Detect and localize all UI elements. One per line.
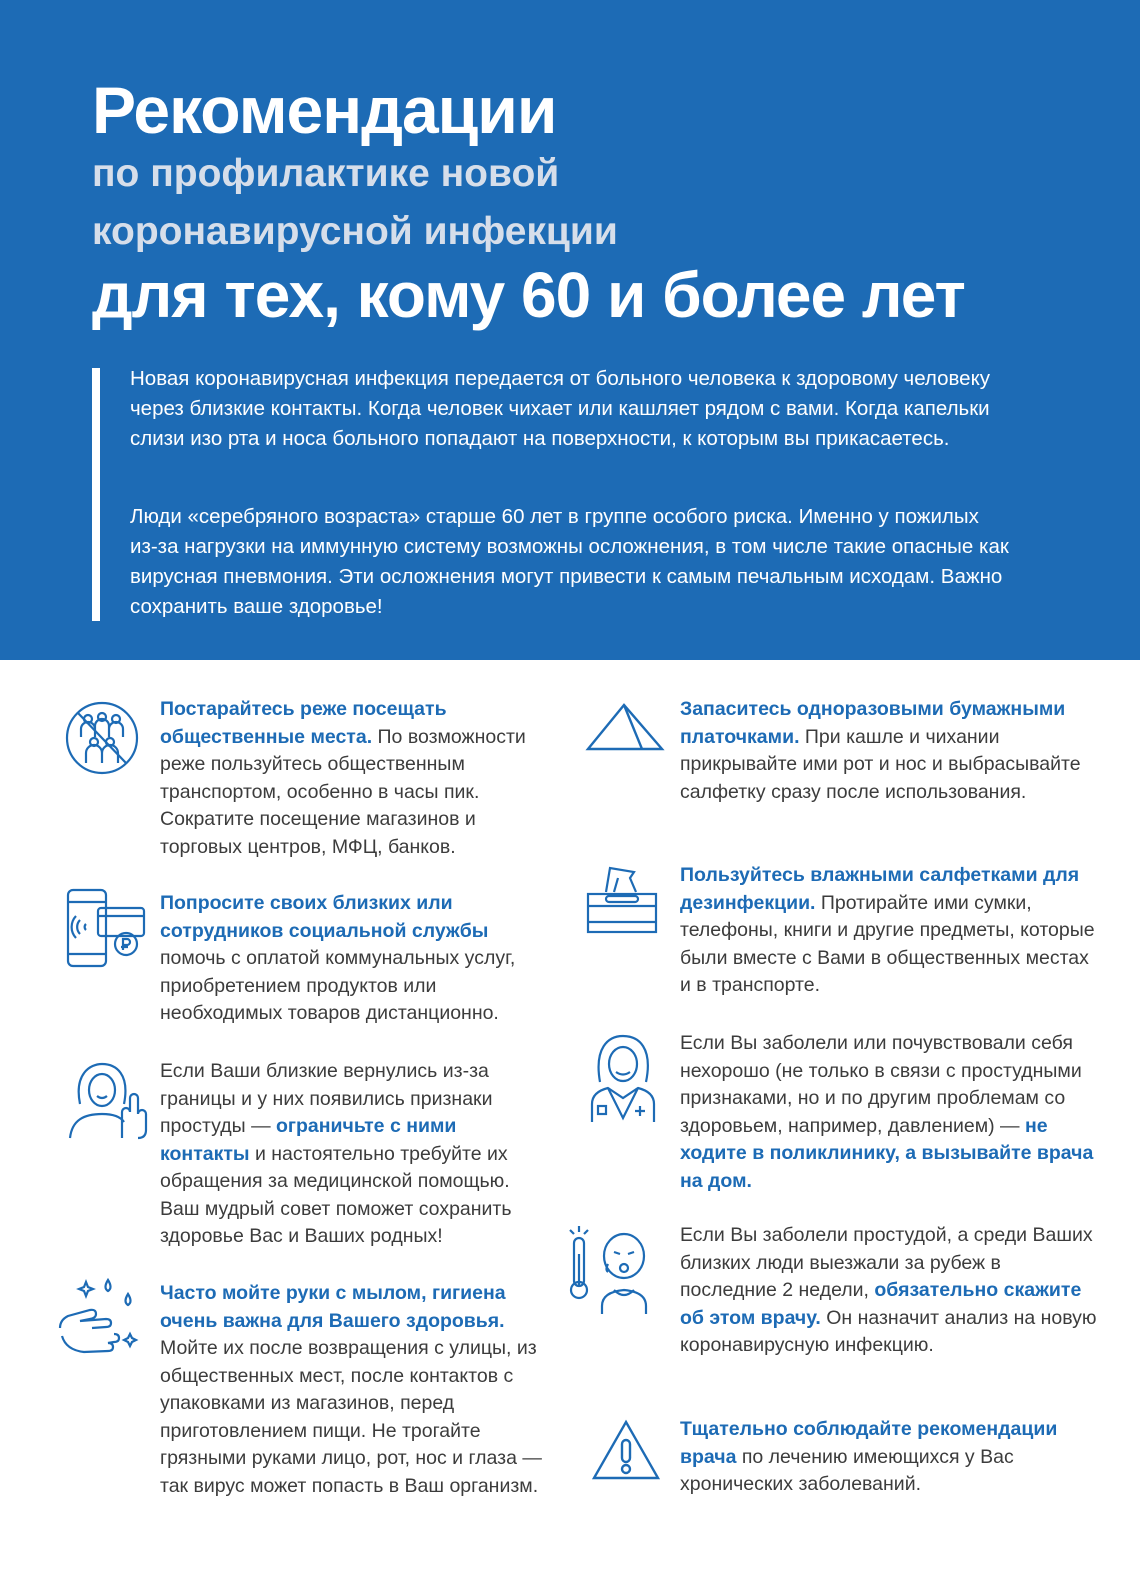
hand-washing-icon xyxy=(56,1276,144,1358)
advice-disposable-tissues: Запаситесь одноразовыми бумажными платочками. При кашле и чихании прикрывайте ими рот и нос и выбрасывайте салфетку сразу после использования. xyxy=(680,698,1081,803)
advice-avoid-public-places: Постарайтесь реже посещать общественные места. По возможности реже пользуйтесь общественным транспортом, особенно в часы пик. Сократите посещение магазинов и торговых центров, МФЦ, банков. xyxy=(160,698,526,858)
phone-payment-icon xyxy=(64,886,150,970)
subtitle-line-1: по профилактике новой xyxy=(92,152,560,195)
intro-paragraph-2: Люди «серебряного возраста» старше 60 лет в группе особого риска. Именно у пожилых из-за нагрузки на иммунную систему возможны осложнения, в том числе такие опасные как вирусная пневмония. Эти осложнения могут привести к самым печальным исходам. Важно сохранить ваше здоровье! xyxy=(130,505,1009,618)
wipes-box-icon xyxy=(584,864,660,936)
thermometer-sick-icon xyxy=(568,1224,658,1314)
advice-tell-doctor-travel: Если Вы заболели простудой, а среди Ваших близких люди выезжали за рубеж в последние 2 недели, обязательно скажите об этом врачу. Он назначит анализ на новую коронавирусную инфекцию. xyxy=(680,1224,1097,1356)
advice-wash-hands: Часто мойте руки с мылом, гигиена очень важна для Вашего здоровья. Мойте их после возвращения с улицы, из общественных мест, после контактов с упаковками из магазинов, перед приготовлением пищи. Не трогайте грязными руками лицо, рот, нос и глаза — так вирус может попасть в Ваш организм. xyxy=(160,1282,542,1497)
advice-ask-relatives: Попросите своих близких или сотрудников социальной службы помочь с оплатой коммунальных услуг, приобретением продуктов или необходимых товаров дистанционно. xyxy=(160,892,516,1024)
intro-paragraph-1: Новая коронавирусная инфекция передается от больного человека к здоровому человеку через близкие контакты. Когда человек чихает или кашляет рядом с вами. Когда капельки слизи изо рта и носа больного попадают на поверхности, к которым вы прикасаетесь. xyxy=(130,367,991,450)
advice-call-doctor-home: Если Вы заболели или почувствовали себя нехорошо (не только в связи с простудными признаками, но и по другим проблемам со здоровьем, например, давлением) — не ходите в поликлинику, а вызывайте врача на дом. xyxy=(680,1032,1094,1192)
crowd-icon xyxy=(64,697,140,779)
header-banner xyxy=(0,0,1140,660)
intro-accent-bar xyxy=(92,368,100,621)
warning-icon xyxy=(590,1418,662,1482)
advice-limit-contacts: Если Ваши близкие вернулись из-за границы и у них появились признаки простуды — ограничьте с ними контакты и настоятельно требуйте их обращения за медицинской помощью. Ваш мудрый совет поможет сохранить здоровье Вас и Ваших родных! xyxy=(160,1060,512,1247)
page-title: Рекомендации xyxy=(92,73,557,147)
advice-wet-wipes: Пользуйтесь влажными салфетками для дезинфекции. Протирайте ими сумки, телефоны, книги и другие предметы, которые были вместе с Вами в общественных местах и в транспорте. xyxy=(680,864,1095,996)
audience-title: для тех, кому 60 и более лет xyxy=(92,259,965,331)
advice-follow-doctor: Тщательно соблюдайте рекомендации врача по лечению имеющихся у Вас хронических заболеваний. xyxy=(680,1418,1058,1495)
tissue-icon xyxy=(584,699,666,755)
doctor-icon xyxy=(588,1032,658,1124)
woman-stop-icon xyxy=(64,1058,148,1142)
subtitle-line-2: коронавирусной инфекции xyxy=(92,210,618,253)
